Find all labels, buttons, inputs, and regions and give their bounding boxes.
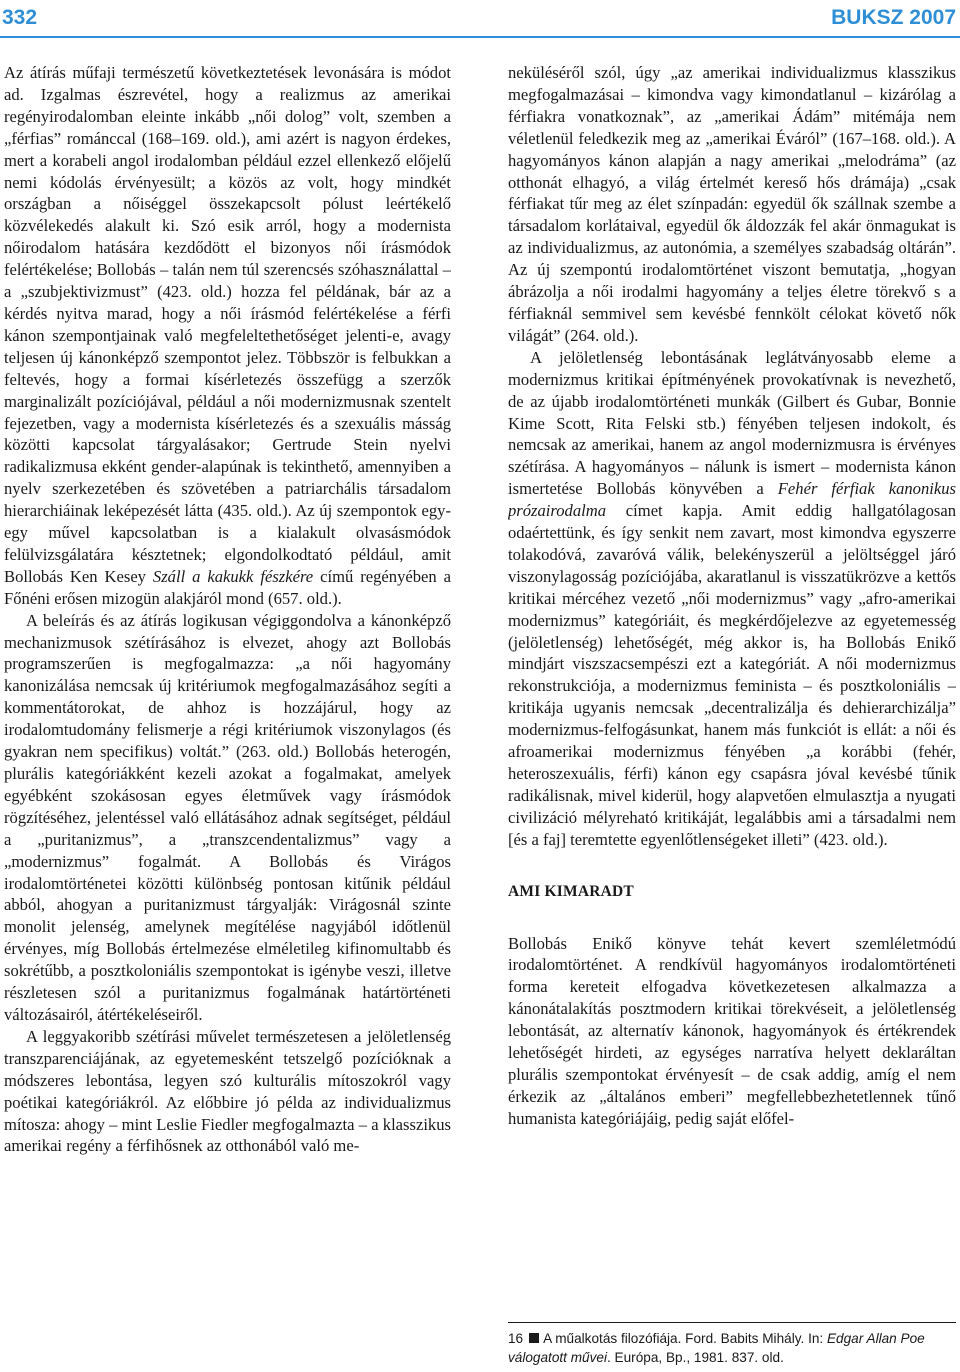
section-title: AMI KIMARADT <box>508 882 634 900</box>
paragraph: neküléséről szól, úgy „az amerikai individualizmus klasszikus megfogalmazásai – kimondva vagy kimondatlanul – kizárólag a férfiakra vonatkoznak”, az „amerikai Ádám” mitémája nem véletlenül feledkezik meg az „amerikai Éváról” (167–168. old.). A hagyományos kánon alapján a nagy amerikai „melodráma” (az otthonát elhagyó, a világ értelmét kereső hős drámája) „csak férfiakat tűr meg az élet színpadán: egyedül ők szállnak szembe a társadalom korlátaival, egyedül ők áldozzák fel akár önmagukat is az individualizmus, az autonómia, a személyes szabadság oltárán”. Az új szempontú irodalomtörténet viszont bemutatja, „hogyan ábrázolja a női irodalmi hagyomány a teljes életre törekvő s a férfiaknál semmivel sem kevésbé fennkölt célokat követő nők világát” (264. old.). <box>508 63 956 345</box>
left-column <box>4 62 451 1367</box>
footnote-text: . Európa, Bp., 1981. 837. old. <box>607 1350 784 1365</box>
paragraph: A leggyakoribb szétírási művelet természetesen a jelöletlenség transzparenciájának, az egyetemesként tetszelgő pozícióknak a módszeres lebontása, legyen szó kulturális mítoszokról vagy poétikai kategóriákról. Az előbbire jó példa az individualizmus mítosza: ahogy – mint Leslie Fiedler megfogalmazta – a klasszikus amerikai regény a férfihősnek az otthonából való me- <box>4 1026 451 1156</box>
book-title: Száll a kakukk fészkére <box>152 566 314 586</box>
chapter-title: Fehér férfiak kanonikus prózairodalma <box>508 479 956 521</box>
footnote-text: A műalkotás filozófiája. Ford. Babits Mihály. In: <box>543 1331 827 1346</box>
page-header <box>0 0 960 38</box>
paragraph-text: Az átírás műfaji természetű következtetések levonására is módot ad. Izgalmas észrevétel, hogy a realizmus az amerikai regényirodalomban eleinte inkább „női dolog” volt, szemben a „férfias” románccal (168–169. old.), ami azért is nagyon érdekes, mert a korabeli angol irodalomban például ezzel ellenkező előjelű nemi kódolás érvényesült; a közös az volt, hogy mindkét országban a nőiséggel összekapcsolt pólust leértékelő közvélekedés alakult ki. Szó esik arról, hogy a modernista nőirodalom hatására kezdődött el bizonyos női írásmódok felértékelése; Bollobás – talán nem túl szerencsés szóhasználattal – a „szubjektivizmust” (423. old.) hozza fel példának, bár az a kérdés nyitva marad, hogy a női írásmód felértékelése a férfi kánon szempontjainak való megfeleltethetőséget jelenti-e, avagy teljesen új kánonképző szempontot jelez. Többször is felbukkan a feltevés, hogy a formai kísérletezés összefügg a szerzők marginalizált pozíciójával, például a női modernizmusnak szentelt fejezetben, vagy a modernista kísérletezés és a szexuális másság közötti kapcsolat tárgyalásakor; Gertrude Stein nyelvi radikalizmusa ekként gender-alapúnak is tekinthető, amennyiben a nyelv szerkezetében és szövetében a patriarchális társadalom hierarchiáinak leképezését látta (435. old.). Az új szempontok egy-egy művel kapcsolatban is a kialakult olvasásmódok felülvizsgálatára késztetnek; elgondolkodtató például, amit Bollobás Ken Kesey <box>4 63 451 586</box>
paragraph: Bollobás Enikő könyve tehát kevert szemléletmódú irodalomtörténet. A rendkívül hagyományos irodalomtörténeti forma kereteit elfogadva következetesen alkalmazza a kánonátalakítás posztmodern kritikai törekvéseit, a jelöletlenség lebontását, az alternatív kánonok, hagyományok és értékrendek lehetőségét hirdeti, az egységes narratíva helyett deklaráltan plurális szempontokat érvényesít – de csak addig, amíg el nem érkezik az „általános emberi” megfellebbezhetetlennek tűnő humanista kategóriájáig, pedig saját előfel- <box>508 933 956 1128</box>
paragraph-text: A jelöletlenség lebontásának leglátványosabb eleme a modernizmus kritikai építményének provokatívnak is nevezhető, de az újabb irodalomtörténeti munkák (Gilbert és Gubar, Bonnie Kime Scott, Rita Felski stb.) fényében teljesen indokolt, és nemcsak az amerikai, hanem az angol modernizmusra is érvényes szétírása. A hagyományos – nálunk is ismert – modernista kánon ismertetése Bollobás könyvében a <box>508 347 956 499</box>
journal-title: BUKSZ 2007 <box>831 6 956 29</box>
footnote-title: Edgar Allan Poe válogatott művei <box>508 1331 925 1365</box>
paragraph <box>4 62 451 610</box>
right-column <box>508 62 956 1367</box>
paragraph <box>508 347 956 851</box>
paragraph-text: című regényében a Főnéni erősen mizogün alakjáról mond (657. old.). <box>4 566 451 608</box>
paragraph-text: címet kapja. Amit eddig hallgatólagosan odaértettünk, és így senkit nem zavart, most kimondva egyszerre tolakodóvá, zavaróvá válik, belekényszerül a jelöltséggel járó viszonylagosság pozíciójába, akaratlanul is visszatükrözve a kettős kritikai mércéhez vezető „női modernizmus” vagy „afro-amerikai modernizmus” kategóriáit, és megkérdőjelezve az egyetemesség (jelöletlenség) lehetőségét, még akkor is, ha Bollobás Enikő mindjárt viszszacsempészi ezt a kategóriát. A női modernizmus rekonstrukciója, a modernizmus feminista – és posztkoloniális – kritikája ugyanis nemcsak „decentralizálja és dehierarchizálja” modernizmus-felfogásunkat, hanem más funkciót is ellát: a női és afroamerikai modernizmus fényében „a korábbi (fehér, heteroszexuális, férfi) kánon egy csapásra jóval kevésbé tűnik radikálisnak, mivel kiderül, hogy alapvetően elmulasztja a nyugati civilizáció mélyreható kritikáját, legalábbis ami a társadalmi nem [és a faj] teremtette egyenlőtlenségeket illeti” (423. old.). <box>508 501 956 849</box>
page-number: 332 <box>2 6 38 29</box>
square-bullet-icon <box>529 1333 539 1343</box>
footnote <box>508 1322 956 1367</box>
footnote-number: 16 <box>508 1331 524 1346</box>
paragraph: A beleírás és az átírás logikusan végiggondolva a kánonképző mechanizmusok szétírásához is elvezet, ahogy azt Bollobás programszerűen is megfogalmazza: „a női hagyomány kanonizálása nemcsak új kritériumok megfogalmazásához segíti a kommentátorokat, de ahhoz is hozzájárul, hogy az irodalomtudomány felismerje a régi kritériumok viszonylagos (és gyakran nem specifikus) voltát.” (263. old.) Bollobás heterogén, plurális kategóriákként kezeli azokat a fogalmakat, amelyek egyébként szokásosan egyes életművek vagy írásmódok rögzítéséhez, jelentéssel való ellátásához adnak segítséget, például a „puritanizmus”, a „transzcendentalizmus” vagy a „modernizmus” fogalmát. A Bollobás és Virágos irodalomtörténetei közötti különbség pontosan kitűnik például abból, ahogyan a puritanizmust tárgyalják: Virágosnál szinte monolit jelenség, amelynek megítélése nagyjából időtlenül érvényes, míg Bollobás értelmezése elméletileg kifinomultabb és sokrétűbb, a posztkoloniális szempontokat is igénybe veszi, illetve részletesen szól a puritanizmus fogalmának határtörténeti változásairól, átértékeléseiről. <box>4 610 451 1024</box>
